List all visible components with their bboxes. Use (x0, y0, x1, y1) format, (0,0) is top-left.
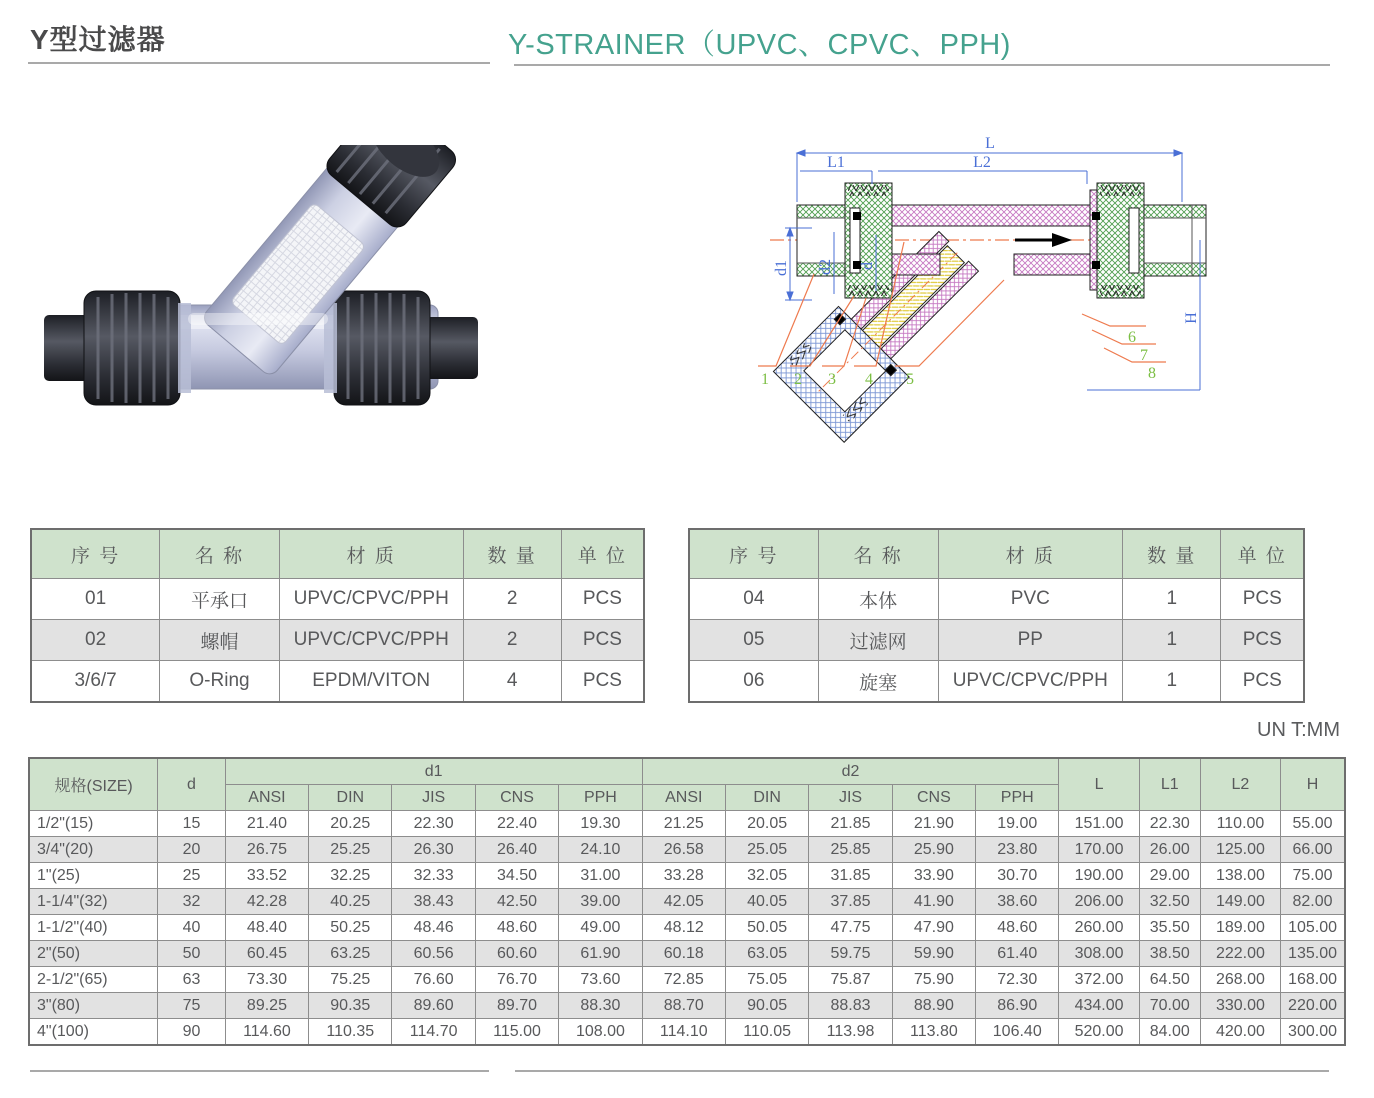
table-cell: 31.85 (809, 863, 892, 889)
table-row (29, 941, 1345, 967)
table-cell: 06 (689, 661, 818, 703)
header-d: d (158, 758, 226, 811)
table-cell: 520.00 (1059, 1019, 1139, 1046)
table-cell: 88.83 (809, 993, 892, 1019)
table-cell: 115.00 (475, 1019, 558, 1046)
header-L1: L1 (1139, 758, 1200, 811)
table-cell: 48.12 (642, 915, 725, 941)
table-cell: 72.30 (976, 967, 1059, 993)
table-cell: 32.25 (309, 863, 392, 889)
table-cell: PP (938, 620, 1123, 661)
table-cell: 113.98 (809, 1019, 892, 1046)
table-cell: PCS (1221, 579, 1304, 620)
dimension-table (28, 757, 1346, 1046)
table-cell: 25.05 (725, 837, 808, 863)
table-row (29, 837, 1345, 863)
page-title-english: Y-STRAINER（UPVC、CPVC、PPH) (508, 29, 1011, 61)
header-size: 规格(SIZE) (29, 758, 158, 811)
table-cell: 73.30 (225, 967, 308, 993)
table-cell: 21.85 (809, 811, 892, 837)
header-group-d2: d2 (642, 758, 1059, 785)
table-cell: 75.87 (809, 967, 892, 993)
table-cell: 30.70 (976, 863, 1059, 889)
table-cell: 135.00 (1281, 941, 1345, 967)
table-cell: 39.00 (559, 889, 642, 915)
table-cell: 29.00 (1139, 863, 1200, 889)
table-cell: 59.75 (809, 941, 892, 967)
table-cell: 48.60 (475, 915, 558, 941)
header-cell: 单 位 (561, 529, 644, 579)
table-cell: 308.00 (1059, 941, 1139, 967)
table-cell: 50 (158, 941, 226, 967)
table-cell: 2 (463, 620, 561, 661)
header-cell: 材 质 (279, 529, 463, 579)
table-cell: 02 (31, 620, 160, 661)
table-cell: 75.25 (309, 967, 392, 993)
table-cell: 151.00 (1059, 811, 1139, 837)
table-cell: 1/2"(15) (29, 811, 158, 837)
table-cell: 55.00 (1281, 811, 1345, 837)
table-cell: 42.05 (642, 889, 725, 915)
table-cell: 61.90 (559, 941, 642, 967)
dim-label-L2: L2 (973, 154, 991, 171)
table-cell: 48.40 (225, 915, 308, 941)
table-cell: 平承口 (160, 579, 280, 620)
table-cell: EPDM/VITON (279, 661, 463, 703)
dim-label-H: H (1183, 312, 1200, 324)
table-cell: 旋塞 (818, 661, 938, 703)
table-cell: 108.00 (559, 1019, 642, 1046)
dim-label-d: d (859, 262, 876, 270)
table-cell: 25 (158, 863, 226, 889)
table-cell: 25.90 (892, 837, 975, 863)
table-cell: 50.25 (309, 915, 392, 941)
dim-label-L1: L1 (827, 154, 845, 171)
table-cell: 105.00 (1281, 915, 1345, 941)
table-cell: 20 (158, 837, 226, 863)
table-cell: 1 (1123, 579, 1221, 620)
table-cell: 19.00 (976, 811, 1059, 837)
header-cell: 序 号 (31, 529, 160, 579)
table-cell: 32.50 (1139, 889, 1200, 915)
table-cell: 4 (463, 661, 561, 703)
table-cell: PCS (561, 620, 644, 661)
unit-note: UN T:MM (1257, 719, 1340, 741)
table-cell: 149.00 (1200, 889, 1280, 915)
table-cell: 114.70 (392, 1019, 475, 1046)
table-cell: 75.05 (725, 967, 808, 993)
table-row (29, 967, 1345, 993)
table-cell: 41.90 (892, 889, 975, 915)
header-cell: ANSI (642, 785, 725, 811)
part-number-8: 8 (1148, 365, 1156, 382)
table-cell: 89.60 (392, 993, 475, 1019)
table-cell: 47.75 (809, 915, 892, 941)
table-cell: PCS (561, 661, 644, 703)
header-cell: 序 号 (689, 529, 818, 579)
table-cell: 76.70 (475, 967, 558, 993)
table-cell: 125.00 (1200, 837, 1280, 863)
table-cell: 420.00 (1200, 1019, 1280, 1046)
dim-label-d1: d1 (773, 260, 790, 276)
table-cell: 70.00 (1139, 993, 1200, 1019)
table-cell: 222.00 (1200, 941, 1280, 967)
table-cell: 37.85 (809, 889, 892, 915)
header-cell: 名 称 (160, 529, 280, 579)
table-cell: 90.35 (309, 993, 392, 1019)
table-cell: 40.25 (309, 889, 392, 915)
table-cell: 2"(50) (29, 941, 158, 967)
table-row (29, 1019, 1345, 1046)
table-cell: 33.90 (892, 863, 975, 889)
table-cell: 螺帽 (160, 620, 280, 661)
part-number-7: 7 (1140, 347, 1148, 364)
table-cell: 19.30 (559, 811, 642, 837)
header-cell: JIS (809, 785, 892, 811)
table-cell: 04 (689, 579, 818, 620)
table-cell: 260.00 (1059, 915, 1139, 941)
table-row (689, 620, 1304, 661)
table-cell: 38.43 (392, 889, 475, 915)
table-cell: O-Ring (160, 661, 280, 703)
table-cell: 23.80 (976, 837, 1059, 863)
table-cell: 1 (1123, 620, 1221, 661)
table-cell: 89.70 (475, 993, 558, 1019)
table-cell: 3/6/7 (31, 661, 160, 703)
header-group-d1: d1 (225, 758, 642, 785)
table-cell: 72.85 (642, 967, 725, 993)
part-number-1: 1 (761, 371, 769, 388)
header-cell: DIN (725, 785, 808, 811)
table-cell: 1-1/2"(40) (29, 915, 158, 941)
table-cell: 220.00 (1281, 993, 1345, 1019)
header-cell: DIN (309, 785, 392, 811)
table-cell: 38.60 (976, 889, 1059, 915)
table-cell: 2 (463, 579, 561, 620)
table-cell: 64.50 (1139, 967, 1200, 993)
table-cell: 76.60 (392, 967, 475, 993)
header-cell: ANSI (225, 785, 308, 811)
table-cell: 88.90 (892, 993, 975, 1019)
table-cell: 90.05 (725, 993, 808, 1019)
table-cell: 42.28 (225, 889, 308, 915)
header-cell: CNS (892, 785, 975, 811)
table-cell: 48.46 (392, 915, 475, 941)
table-cell: 33.28 (642, 863, 725, 889)
table-cell: 75.00 (1281, 863, 1345, 889)
table-cell: 61.40 (976, 941, 1059, 967)
table-cell: 110.00 (1200, 811, 1280, 837)
table-cell: 01 (31, 579, 160, 620)
table-cell: 26.75 (225, 837, 308, 863)
table-cell: 20.05 (725, 811, 808, 837)
header-cell: 单 位 (1221, 529, 1304, 579)
table-cell: 268.00 (1200, 967, 1280, 993)
table-cell: 60.18 (642, 941, 725, 967)
part-number-5: 5 (906, 371, 914, 388)
table-header-row (31, 529, 644, 579)
header-cell: CNS (475, 785, 558, 811)
table-cell: 88.30 (559, 993, 642, 1019)
table-cell: 75 (158, 993, 226, 1019)
table-cell: 21.90 (892, 811, 975, 837)
table-cell: 32 (158, 889, 226, 915)
part-number-4: 4 (865, 371, 873, 388)
table-cell: 1 (1123, 661, 1221, 703)
table-cell: PVC (938, 579, 1123, 620)
header-cell: 数 量 (1123, 529, 1221, 579)
header-rule-left (28, 62, 490, 64)
table-row (689, 579, 1304, 620)
table-cell: 60.60 (475, 941, 558, 967)
table-cell: 33.52 (225, 863, 308, 889)
table-cell: 59.90 (892, 941, 975, 967)
table-cell: 330.00 (1200, 993, 1280, 1019)
table-cell: 110.35 (309, 1019, 392, 1046)
table-cell: 89.25 (225, 993, 308, 1019)
footer-rule-right (515, 1070, 1329, 1072)
footer-rule-left (30, 1070, 489, 1072)
table-cell: 3"(80) (29, 993, 158, 1019)
table-header-row (689, 529, 1304, 579)
table-cell: 3/4"(20) (29, 837, 158, 863)
table-cell: PCS (1221, 620, 1304, 661)
table-row (29, 863, 1345, 889)
table-cell: 372.00 (1059, 967, 1139, 993)
table-cell: UPVC/CPVC/PPH (938, 661, 1123, 703)
table-cell: 66.00 (1281, 837, 1345, 863)
table-cell: 24.10 (559, 837, 642, 863)
table-cell: 26.30 (392, 837, 475, 863)
table-cell: 22.40 (475, 811, 558, 837)
table-cell: 170.00 (1059, 837, 1139, 863)
table-cell: 190.00 (1059, 863, 1139, 889)
table-cell: 138.00 (1200, 863, 1280, 889)
table-cell: 42.50 (475, 889, 558, 915)
table-row (31, 620, 644, 661)
table-cell: 05 (689, 620, 818, 661)
table-cell: 434.00 (1059, 993, 1139, 1019)
table-cell: 114.10 (642, 1019, 725, 1046)
dim-label-d2: d2 (817, 259, 834, 275)
table-row (31, 661, 644, 703)
table-cell: 50.05 (725, 915, 808, 941)
table-cell: 过滤网 (818, 620, 938, 661)
header-cell: JIS (392, 785, 475, 811)
table-cell: 34.50 (475, 863, 558, 889)
table-cell: 2-1/2"(65) (29, 967, 158, 993)
table-cell: 63.05 (725, 941, 808, 967)
header-cell: 数 量 (463, 529, 561, 579)
header-cell: 材 质 (938, 529, 1123, 579)
table-cell: 26.58 (642, 837, 725, 863)
table-cell: 189.00 (1200, 915, 1280, 941)
table-cell: 40.05 (725, 889, 808, 915)
table-cell: 40 (158, 915, 226, 941)
table-cell: 82.00 (1281, 889, 1345, 915)
table-cell: 63.25 (309, 941, 392, 967)
table-cell: 26.00 (1139, 837, 1200, 863)
table-cell: PCS (561, 579, 644, 620)
table-cell: 114.60 (225, 1019, 308, 1046)
header-L2: L2 (1200, 758, 1280, 811)
table-cell: 48.60 (976, 915, 1059, 941)
table-cell: 32.05 (725, 863, 808, 889)
table-cell: 25.25 (309, 837, 392, 863)
table-cell: UPVC/CPVC/PPH (279, 579, 463, 620)
table-cell: 113.80 (892, 1019, 975, 1046)
table-cell: 106.40 (976, 1019, 1059, 1046)
part-number-2: 2 (794, 371, 802, 388)
table-cell: 88.70 (642, 993, 725, 1019)
table-cell: 75.90 (892, 967, 975, 993)
table-row (29, 915, 1345, 941)
table-cell: 1"(25) (29, 863, 158, 889)
table-cell: 90 (158, 1019, 226, 1046)
table-cell: 35.50 (1139, 915, 1200, 941)
table-cell: 22.30 (1139, 811, 1200, 837)
table-row (29, 811, 1345, 837)
table-cell: 206.00 (1059, 889, 1139, 915)
table-cell: 84.00 (1139, 1019, 1200, 1046)
header-rule-right (514, 64, 1330, 66)
table-cell: 本体 (818, 579, 938, 620)
header-cell: PPH (559, 785, 642, 811)
page-title-chinese: Y型过滤器 (30, 24, 166, 55)
y-strainer-photo-illustration (38, 145, 483, 443)
header-cell: PPH (976, 785, 1059, 811)
table-row (689, 661, 1304, 703)
table-row (29, 993, 1345, 1019)
table-cell: 63 (158, 967, 226, 993)
table-cell: 15 (158, 811, 226, 837)
table-cell: UPVC/CPVC/PPH (279, 620, 463, 661)
table-cell: 25.85 (809, 837, 892, 863)
header-H: H (1281, 758, 1345, 811)
table-cell: 31.00 (559, 863, 642, 889)
table-row (31, 579, 644, 620)
part-number-6: 6 (1128, 329, 1136, 346)
table-cell: 20.25 (309, 811, 392, 837)
table-cell: 300.00 (1281, 1019, 1345, 1046)
header-L: L (1059, 758, 1139, 811)
table-cell: 22.30 (392, 811, 475, 837)
part-number-3: 3 (828, 371, 836, 388)
table-cell: 38.50 (1139, 941, 1200, 967)
parts-table-right (688, 528, 1305, 703)
table-cell: 47.90 (892, 915, 975, 941)
table-cell: 168.00 (1281, 967, 1345, 993)
table-cell: 21.25 (642, 811, 725, 837)
table-cell: 73.60 (559, 967, 642, 993)
table-cell: 4"(100) (29, 1019, 158, 1046)
y-strainer-section-drawing (752, 128, 1230, 476)
table-cell: 49.00 (559, 915, 642, 941)
table-header-row (29, 758, 1345, 785)
table-cell: 21.40 (225, 811, 308, 837)
technical-drawing (752, 128, 1230, 476)
table-cell: 110.05 (725, 1019, 808, 1046)
table-cell: 86.90 (976, 993, 1059, 1019)
table-cell: 1-1/4"(32) (29, 889, 158, 915)
parts-table-left (30, 528, 645, 703)
table-row (29, 889, 1345, 915)
header-cell: 名 称 (818, 529, 938, 579)
table-cell: 26.40 (475, 837, 558, 863)
product-photo (38, 145, 483, 443)
table-cell: PCS (1221, 661, 1304, 703)
dim-label-L: L (985, 135, 995, 152)
table-cell: 60.56 (392, 941, 475, 967)
table-cell: 32.33 (392, 863, 475, 889)
table-cell: 60.45 (225, 941, 308, 967)
